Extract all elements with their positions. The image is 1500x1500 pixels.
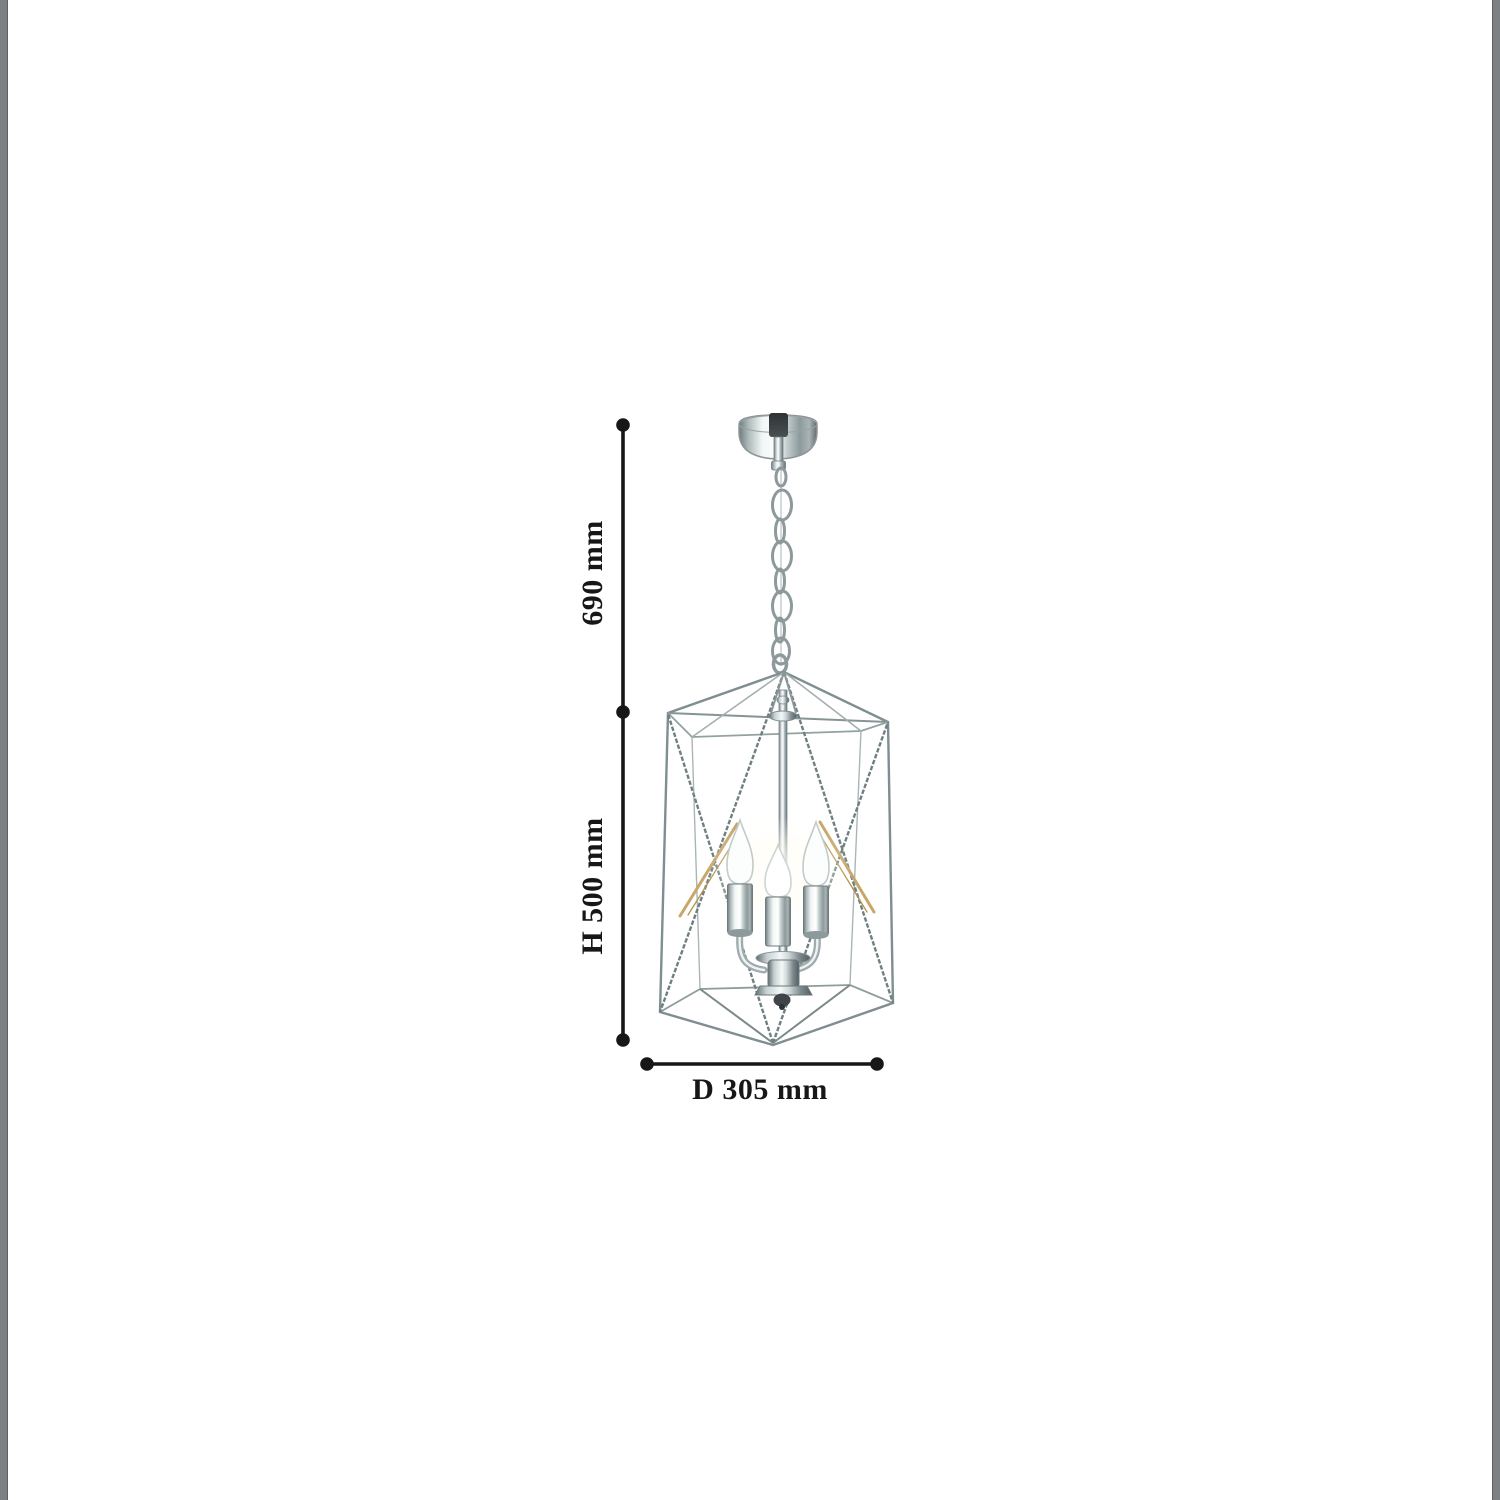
dim-dot-top <box>616 418 630 432</box>
dimension-label-diameter: D 305 mm <box>692 1073 828 1106</box>
candle-sleeve <box>804 886 829 935</box>
dim-dot-left <box>640 1057 654 1071</box>
dimension-label-suspension-height: 690 mm <box>576 520 609 626</box>
candle-sleeve <box>728 884 753 933</box>
dimension-label-fixture-height: H 500 mm <box>576 817 609 955</box>
dim-dot-bottom <box>616 1033 630 1047</box>
rod-flange <box>769 711 797 721</box>
suspension-chain <box>773 466 792 673</box>
dim-dot-right <box>870 1057 884 1071</box>
candle-sleeve <box>766 897 791 946</box>
canopy-cap <box>769 413 788 437</box>
dim-dot-middle <box>616 705 630 719</box>
arm-hub <box>755 952 812 1011</box>
ceiling-canopy <box>739 413 817 470</box>
